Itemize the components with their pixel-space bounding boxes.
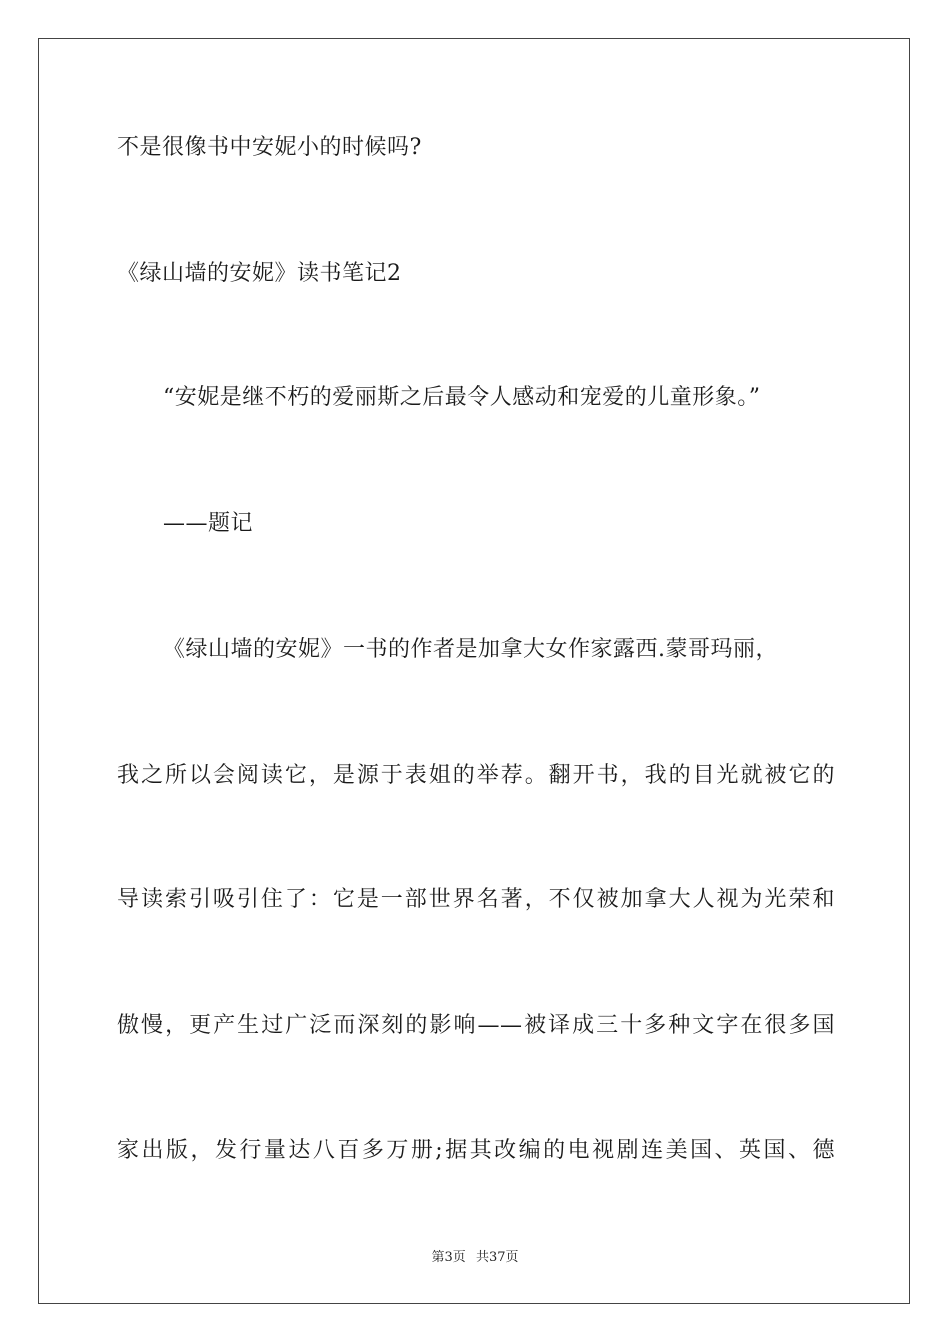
- paragraph-line-3: 导读索引吸引住了：它是一部世界名著，不仅被加拿大人视为光荣和: [117, 887, 835, 912]
- epigraph-quote: “安妮是继不朽的爱丽斯之后最令人感动和宠爱的儿童形象。”: [163, 385, 761, 410]
- page-border: [38, 38, 910, 1304]
- page-footer: [0, 1246, 950, 1265]
- total-pages: 共37页: [475, 1250, 519, 1265]
- paragraph-line-2: 我之所以会阅读它，是源于表姐的举荐。翻开书，我的目光就被它的: [117, 763, 835, 788]
- section-heading: 《绿山墙的安妮》读书笔记2: [117, 261, 402, 286]
- paragraph-line-1: 《绿山墙的安妮》一书的作者是加拿大女作家露西.蒙哥玛丽，: [163, 637, 778, 662]
- body-line-1: 不是很像书中安妮小的时候吗?: [117, 135, 422, 160]
- epigraph-attribution: ——题记: [163, 511, 254, 536]
- page-number: 第3页: [431, 1250, 466, 1265]
- paragraph-line-5: 家出版，发行量达八百多万册;据其改编的电视剧连美国、英国、德: [117, 1138, 835, 1163]
- paragraph-line-4: 傲慢，更产生过广泛而深刻的影响——被译成三十多种文字在很多国: [117, 1013, 835, 1038]
